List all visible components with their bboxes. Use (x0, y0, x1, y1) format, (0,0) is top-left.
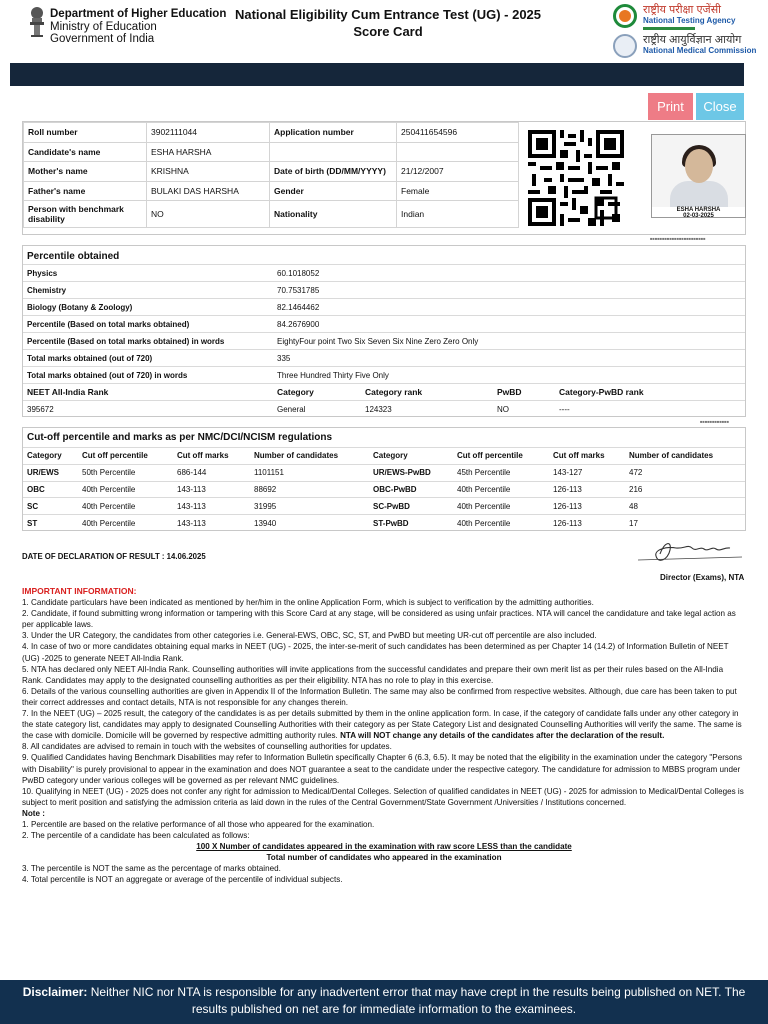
disclaimer-label: Disclaimer: (22, 985, 88, 999)
pwbd-rank-label: Category-PwBD rank (555, 384, 745, 401)
nmc-logo (613, 34, 763, 60)
physics-label: Physics (23, 265, 273, 282)
cutoff-header-row: Category Cut off percentile Cut off marks Number of candidates Category Cut off percentile Cut off marks Number of candidates (23, 448, 745, 465)
dept-name: Department of Higher Education (50, 8, 227, 20)
physics-value: 60.1018052 (273, 265, 745, 282)
total-marks-value: 335 (273, 350, 745, 367)
mother-label: Mother's name (24, 162, 147, 182)
air-value: 395672 (23, 401, 273, 418)
candidate-photo (651, 134, 746, 218)
percentile-section (22, 245, 746, 417)
cutoff-section (22, 427, 746, 531)
air-label: NEET All-India Rank (23, 384, 273, 401)
govt-name: Government of India (50, 33, 155, 45)
micro-code: ■■■■■■■■■■■■ (700, 419, 729, 424)
info-item: 3. Under the UR Category, the candidates from other categories i.e. General-EWS, OBC, SC, ST, and PwBD but meeting UR-cut off percentile are also included. (22, 631, 597, 641)
total-percentile-value: 84.2676900 (273, 316, 745, 333)
percentile-heading: Percentile obtained (27, 251, 120, 262)
disclaimer-text: Neither NIC nor NTA is responsible for any inadvertent error that may have crept in the results being published on NET. The results published on net are for immediate information to the examinees. (87, 985, 746, 1016)
category-value: General (273, 401, 361, 418)
percentile-table (23, 264, 745, 418)
nta-hindi: राष्ट्रीय परीक्षा एजेंसी (643, 4, 721, 16)
qr-code-icon (528, 130, 624, 226)
father-label: Father's name (24, 181, 147, 201)
category-label: Category (273, 384, 361, 401)
app-value: 250411654596 (397, 123, 519, 143)
gender-value: Female (397, 181, 519, 201)
percentile-words-value: EightyFour point Two Six Seven Six Nine Zero Zero Only (273, 333, 745, 350)
dob-value: 21/12/2007 (397, 162, 519, 182)
candidate-table (23, 122, 519, 228)
cutoff-heading: Cut-off percentile and marks as per NMC/DCI/NCISM regulations (27, 432, 333, 443)
director-title: Director (Exams), NTA (660, 573, 745, 582)
note-item: 1. Percentile are based on the relative performance of all those who appeared for the examination. (22, 819, 375, 829)
nta-english: National Testing Agency (643, 15, 736, 25)
header-divider-bar (10, 63, 744, 86)
category-rank-label: Category rank (361, 384, 493, 401)
note-item: 3. The percentile is NOT the same as the percentage of marks obtained. (22, 864, 281, 874)
nta-logo-icon (613, 4, 637, 28)
pwd-value: NO (147, 201, 270, 228)
gender-label: Gender (270, 181, 397, 201)
info-item: 1. Candidate particulars have been indicated as mentioned by her/him in the online Application Form, which is subject to verification by the admitting authorities. (22, 598, 594, 608)
info-item: 7. In the NEET (UG) – 2025 result, the category of the candidates is as per details submitted by them in the online application form. In case, if the category of candidate falls under any other category in the state category list, candidates may apply to designated Counselling Authorities with their category as per State Category List and designated Counselling Authorities will verify the same. The same is the case with domicile. Domicile will be governed by respective admitting authority rules. NTA will NOT change any details of the candidates after the declaration of the result. (22, 709, 742, 741)
note-heading: Note : (22, 808, 45, 818)
note-item: 2. The percentile of a candidate has been calculated as follows: (22, 831, 250, 841)
micro-code: ■■■■■■■■■■■■■■■■■■■■■■■ (650, 236, 706, 241)
chemistry-value: 70.7531785 (273, 282, 745, 299)
category-rank-value: 124323 (361, 401, 493, 418)
pwbd-rank-value: ---- (555, 401, 745, 418)
name-value: ESHA HARSHA (147, 142, 270, 162)
roll-label: Roll number (24, 123, 147, 143)
pwd-label: Person with benchmark disability (24, 201, 147, 228)
table-row: UR/EWS 50th Percentile 686-144 1101151 UR/EWS-PwBD 45th Percentile 143-127 472 (23, 464, 745, 481)
pwbd-label: PwBD (493, 384, 555, 401)
app-label: Application number (270, 123, 397, 143)
roll-value: 3902111044 (147, 123, 270, 143)
candidate-details (22, 121, 746, 235)
marks-words-value: Three Hundred Thirty Five Only (273, 367, 745, 384)
disclaimer-banner (0, 980, 768, 1024)
declaration-date: DATE OF DECLARATION OF RESULT : 14.06.2025 (22, 552, 206, 561)
close-button[interactable]: Close (696, 93, 744, 120)
total-marks-label: Total marks obtained (out of 720) (23, 350, 273, 367)
formula-denominator: Total number of candidates who appeared in the examination (266, 853, 502, 863)
exam-title: National Eligibility Cum Entrance Test (UG) - 2025 (234, 7, 542, 22)
info-item: 5. NTA has declared only NEET All-India Rank. Counselling authorities will invite applications from the successful candidates and prepare their own merit list as per their rules based on the All-India Rank. Candidates may apply to the designated counselling authorities as per their eligibility. NTA has no role to play in this exercise. (22, 664, 724, 685)
photo-caption: ESHA HARSHA 02-03-2025 (652, 207, 745, 217)
biology-label: Biology (Botany & Zoology) (23, 299, 273, 316)
total-percentile-label: Percentile (Based on total marks obtained) (23, 316, 273, 333)
important-information (22, 586, 746, 886)
percentile-words-label: Percentile (Based on total marks obtained) in words (23, 333, 273, 350)
table-row: SC 40th Percentile 143-113 31995 SC-PwBD 40th Percentile 126-113 48 (23, 498, 745, 515)
chemistry-label: Chemistry (23, 282, 273, 299)
mother-value: KRISHNA (147, 162, 270, 182)
nationality-value: Indian (397, 201, 519, 228)
print-button[interactable]: Print (648, 93, 693, 120)
biology-value: 82.1464462 (273, 299, 745, 316)
pwbd-value: NO (493, 401, 555, 418)
dob-label: Date of birth (DD/MM/YYYY) (270, 162, 397, 182)
note-item: 4. Total percentile is NOT an aggregate or average of the percentile of individual subjects. (22, 875, 343, 885)
nmc-logo-icon (613, 34, 637, 58)
marks-words-label: Total marks obtained (out of 720) in words (23, 367, 273, 384)
info-item: 8. All candidates are advised to remain in touch with the websites of counselling authorities for updates. (22, 742, 392, 752)
nationality-label: Nationality (270, 201, 397, 228)
nta-logo (613, 4, 763, 32)
info-item: 9. Qualified Candidates having Benchmark Disabilities may refer to Information Bulletin specifically Chapter 6 (6.3, 6.5). It may be noted that the eligibility in the examination under the category "Persons with Disability" is purely provisional to appear in the examination and does NOT guarantee a seat to the candidate under the respective category. The candidature for admission to MBBS program under PwBD category under various colleges will be governed as per relevant NMC guidelines. (22, 753, 742, 785)
director-signature (630, 536, 745, 566)
ministry-name: Ministry of Education (50, 20, 157, 33)
page-title (200, 6, 576, 40)
percentile-formula: 100 X Number of candidates appeared in the examination with raw score LESS than the candidate (196, 842, 572, 852)
table-row: ST 40th Percentile 143-113 13940 ST-PwBD 40th Percentile 126-113 17 (23, 515, 745, 532)
nmc-hindi: राष्ट्रीय आयुर्विज्ञान आयोग (643, 34, 742, 46)
important-heading: IMPORTANT INFORMATION: (22, 586, 137, 596)
scorecard-title: Score Card (353, 24, 423, 39)
table-row: OBC 40th Percentile 143-113 88692 OBC-PwBD 40th Percentile 126-113 216 (23, 481, 745, 498)
name-label: Candidate's name (24, 142, 147, 162)
national-emblem-icon (28, 6, 46, 38)
info-item: 2. Candidate, if found submitting wrong information or tampering with this Score Card at any stage, will be considered as using unfair practices. NTA will cancel the candidature and take legal action as per applicable laws. (22, 609, 736, 630)
info-item: 10. Qualifying in NEET (UG) - 2025 does not confer any right for admission to Medical/Dental Colleges. Selection of qualified candidates in NEET (UG) - 2025 for admission to Medical/Dental Colleges is subject to merit position and satisfying the admission criteria as laid down in the rules of the Central Government/State Government /Universities / Institutions concerned. (22, 786, 744, 807)
cutoff-table (23, 447, 745, 531)
info-item: 6. Details of the various counselling authorities are given in Appendix II of the Information Bulletin. The same may also be confirmed from respective websites. Although, due care has been taken to put their correct addresses and contact details, NTA is not responsible for any changes therein. (22, 686, 737, 707)
header (0, 0, 768, 62)
father-value: BULAKI DAS HARSHA (147, 181, 270, 201)
nmc-english: National Medical Commission (643, 45, 757, 55)
info-item: 4. In case of two or more candidates obtaining equal marks in NEET (UG) - 2025, the inter-se-merit of such candidates has been determined as per Chapter 14 (14.2) of Information Bulletin of NEET (UG) -2025 to generate NEET All-India Rank. (22, 642, 729, 663)
